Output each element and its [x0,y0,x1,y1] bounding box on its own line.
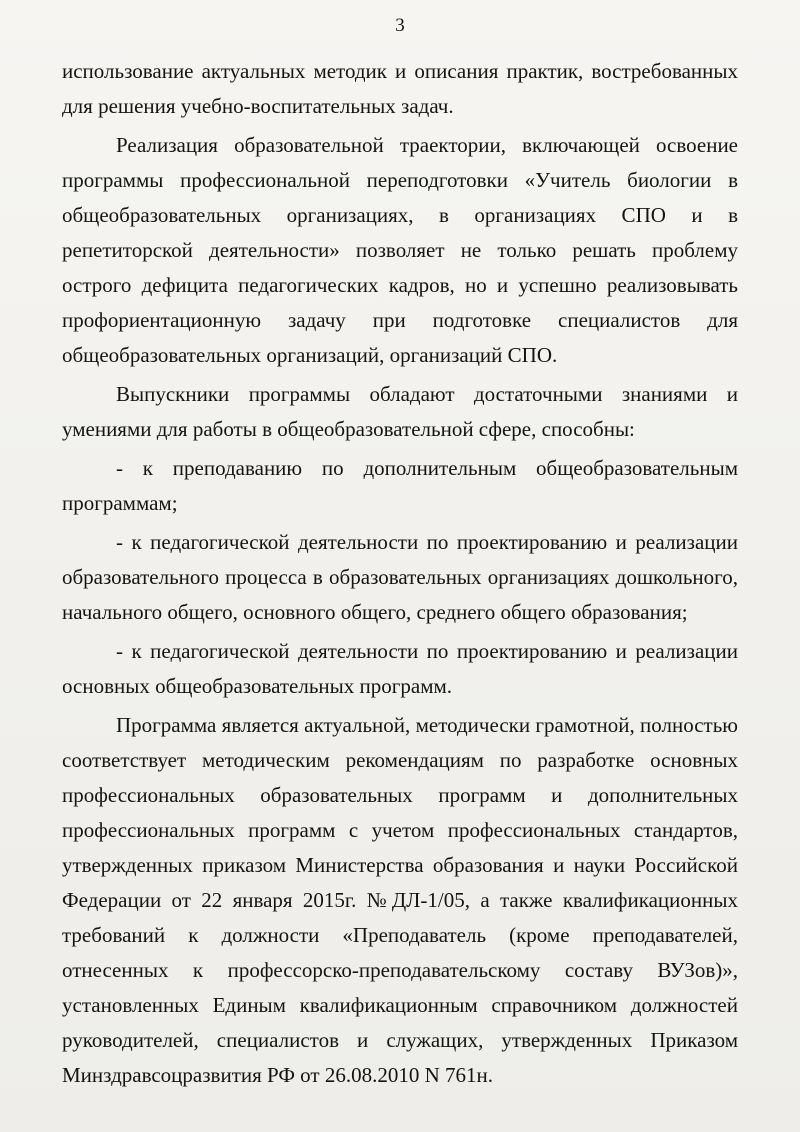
page-number: 3 [395,15,405,36]
paragraph-trajectory: Реализация образовательной траектории, включающей освоение программы профессиональной переподготовки «Учитель биологии в общеобразовательных организациях, в организациях СПО и в репетиторской деятельности» позволяет не только решать проблему острого дефицита педагогических кадров, но и успешно реализовывать профориентационную задачу при подготовке специалистов для общеобразовательных организаций, организаций СПО. [62,133,738,367]
paragraph-continuation: использование актуальных методик и описания практик, востребованных для решения учебно-воспитательных задач. [62,59,738,118]
paragraph-program-assessment: Программа является актуальной, методически грамотной, полностью соответствует методическим рекомендациям по разработке основных профессиональных образовательных программ и дополнительных профессиональных программ с учетом профессиональных стандартов, утвержденных приказом Министерства образования и науки Российской Федерации от 22 января 2015г. №ДЛ-1/05, а также квалификационных требований к должности «Преподаватель (кроме преподавателей, отнесенных к профессорско-преподавательскому составу ВУЗов)», установленных Единым квалификационным справочником должностей руководителей, специалистов и служащих, утвержденных Приказом Минздравсоцразвития РФ от 26.08.2010 N 761н. [62,713,738,1087]
list-item-teaching: - к преподаванию по дополнительным общеобразовательным программам; [62,456,738,515]
list-item-general-programs: - к педагогической деятельности по проектированию и реализации основных общеобразовательных программ. [62,639,738,698]
document-body [62,54,738,1094]
paragraph-graduates: Выпускники программы обладают достаточными знаниями и умениями для работы в общеобразовательной сфере, способны: [62,382,738,441]
list-item-educational-process: - к педагогической деятельности по проектированию и реализации образовательного процесса в образовательных организациях дошкольного, начального общего, основного общего, среднего общего образования; [62,530,738,624]
